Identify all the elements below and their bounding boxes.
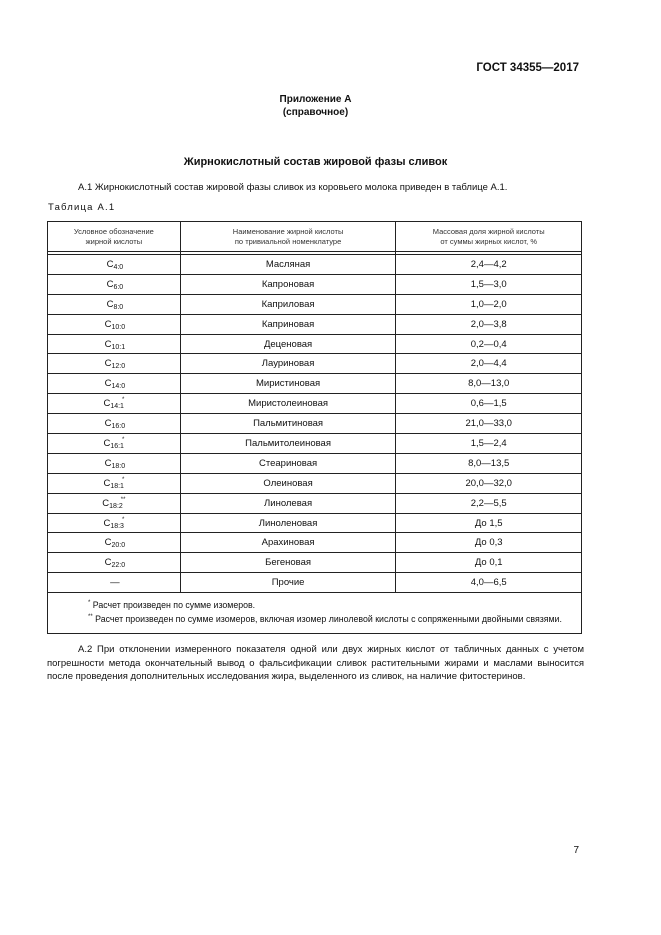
cell-value: До 0,3 [396, 533, 582, 553]
table-header-row [48, 222, 582, 252]
cell-code [48, 314, 181, 334]
code-letter: C [104, 537, 112, 549]
code-subscript: 10:0 [111, 323, 126, 331]
code-footnote-mark: * [121, 516, 125, 523]
cell-name: Линолевая [180, 493, 396, 513]
cell-name: Прочие [180, 573, 396, 593]
table-row [48, 274, 582, 294]
code-subscript: 18:1 [110, 482, 124, 490]
note-1-text: Расчет произведен по сумме изомеров. [90, 600, 256, 611]
paragraph-a1: А.1 Жирнокислотный состав жировой фазы сливок из коровьего молока приведен в таблице А.1. [78, 182, 508, 193]
cell-name: Пальмитиновая [180, 414, 396, 434]
appendix-heading [0, 93, 631, 119]
cell-code [48, 374, 181, 394]
table-row [48, 553, 582, 573]
cell-name: Линоленовая [180, 513, 396, 533]
cell-value: 1,5—2,4 [396, 434, 582, 454]
header-name-line1: Наименование жирной кислоты [232, 226, 344, 236]
cell-code [48, 473, 181, 493]
cell-code [48, 334, 181, 354]
header-code-line1: Условное обозначение [73, 226, 154, 236]
cell-value: 0,2—0,4 [396, 334, 582, 354]
cell-value: 8,0—13,5 [396, 453, 582, 473]
table-row [48, 255, 582, 275]
code-letter: C [103, 437, 111, 449]
table-row [48, 453, 582, 473]
code-subscript: 10:1 [111, 343, 126, 351]
table-notes [48, 593, 582, 634]
cell-code [48, 354, 181, 374]
table-notes-row [48, 593, 582, 634]
table-row [48, 334, 582, 354]
document-code: ГОСТ 34355—2017 [476, 62, 579, 74]
cell-name: Олеиновая [180, 473, 396, 493]
code-footnote-mark: * [121, 476, 125, 483]
table-row [48, 473, 582, 493]
code-footnote-mark: ** [120, 496, 126, 503]
table-row [48, 294, 582, 314]
code-letter: C [106, 278, 114, 290]
note-2-mark: ** [88, 614, 93, 621]
cell-code [48, 453, 181, 473]
cell-value: 2,4—4,2 [396, 255, 582, 275]
header-code [48, 222, 181, 252]
code-subscript: 18:0 [111, 462, 126, 470]
fatty-acid-table [47, 221, 582, 634]
cell-name: Каприновая [180, 314, 396, 334]
cell-name: Каприловая [180, 294, 396, 314]
code-letter: C [104, 457, 112, 469]
cell-code [48, 274, 181, 294]
table-row [48, 374, 582, 394]
table-row [48, 394, 582, 414]
code-letter: C [103, 517, 111, 529]
code-letter: C [104, 378, 112, 390]
section-title: Жирнокислотный состав жировой фазы сливок [183, 156, 448, 168]
code-footnote-mark: * [121, 397, 125, 404]
cell-name: Лауриновая [180, 354, 396, 374]
code-subscript: 16:1 [110, 442, 124, 450]
header-value-line1: Массовая доля жирной кислоты [432, 226, 545, 236]
code-subscript: 18:2 [109, 502, 123, 510]
cell-value: 2,2—5,5 [396, 493, 582, 513]
cell-code [48, 255, 181, 275]
cell-code [48, 553, 181, 573]
cell-name: Стеариновая [180, 453, 396, 473]
cell-name: Масляная [180, 255, 396, 275]
cell-name: Миристиновая [180, 374, 396, 394]
table-row [48, 573, 582, 593]
table-body [48, 255, 582, 634]
note-1-mark: * [88, 600, 91, 607]
code-subscript: 18:3 [110, 522, 124, 530]
table-row [48, 314, 582, 334]
cell-value: 2,0—3,8 [396, 314, 582, 334]
note-1 [54, 599, 577, 613]
code-subscript: 14:0 [111, 383, 126, 391]
code-subscript: 8:0 [113, 303, 124, 311]
cell-value: 2,0—4,4 [396, 354, 582, 374]
code-letter: C [104, 418, 112, 430]
cell-value: 20,0—32,0 [396, 473, 582, 493]
code-subscript: 4:0 [113, 263, 124, 271]
paragraph-a2: А.2 При отклонении измеренного показателя одной или двух жирных кислот от табличных данных с учетом погрешности метода окончательный вывод о фальсификации сливок растительными жирами и маслами выносится после проведения дополнительных исследования жира, выделенного из сливок, на наличие фитостеринов. [47, 644, 584, 682]
table-row [48, 493, 582, 513]
code-letter: C [104, 318, 112, 330]
cell-code [48, 414, 181, 434]
cell-value: 4,0—6,5 [396, 573, 582, 593]
code-letter: C [103, 398, 111, 410]
appendix-subtitle: (справочное) [282, 107, 349, 118]
cell-code [48, 573, 181, 593]
table-row [48, 513, 582, 533]
cell-value: До 1,5 [396, 513, 582, 533]
cell-value: 1,5—3,0 [396, 274, 582, 294]
note-2-text: Расчет произведен по сумме изомеров, включая изомер линолевой кислоты с сопряженными двойными связями. [92, 614, 562, 625]
code-subscript: 12:0 [111, 363, 126, 371]
cell-value: 21,0—33,0 [396, 414, 582, 434]
cell-value: До 0,1 [396, 553, 582, 573]
header-value-line2: от суммы жирных кислот, % [440, 236, 537, 246]
appendix-title: Приложение А [279, 94, 352, 105]
code-subscript: 14:1 [110, 403, 124, 411]
page-number: 7 [573, 845, 579, 856]
code-letter: C [106, 258, 114, 270]
cell-name: Миристолеиновая [180, 394, 396, 414]
header-name-line2: по тривиальной номенклатуре [234, 236, 342, 246]
cell-name: Арахиновая [180, 533, 396, 553]
code-letter: C [106, 298, 114, 310]
cell-name: Пальмитолеиновая [180, 434, 396, 454]
code-footnote-mark: * [121, 436, 125, 443]
cell-code [48, 533, 181, 553]
header-code-line2: жирной кислоты [85, 236, 143, 246]
cell-value: 1,0—2,0 [396, 294, 582, 314]
cell-code [48, 294, 181, 314]
table-row [48, 533, 582, 553]
code-subscript: 6:0 [113, 283, 124, 291]
code-letter: C [103, 477, 111, 489]
cell-code [48, 434, 181, 454]
table-caption: Таблица А.1 [48, 202, 116, 213]
header-value [396, 222, 582, 252]
table-row [48, 354, 582, 374]
code-letter: C [104, 338, 112, 350]
code-subscript: 22:0 [111, 562, 126, 570]
code-subscript: 16:0 [111, 423, 126, 431]
code-letter: — [110, 577, 120, 589]
cell-value: 8,0—13,0 [396, 374, 582, 394]
cell-name: Капроновая [180, 274, 396, 294]
table-row [48, 434, 582, 454]
note-2 [54, 613, 577, 627]
cell-code [48, 394, 181, 414]
cell-name: Бегеновая [180, 553, 396, 573]
code-letter: C [104, 358, 112, 370]
header-name [180, 222, 396, 252]
cell-code [48, 493, 181, 513]
code-letter: C [102, 497, 110, 509]
code-letter: C [104, 557, 112, 569]
cell-value: 0,6—1,5 [396, 394, 582, 414]
cell-name: Деценовая [180, 334, 396, 354]
code-subscript: 20:0 [111, 542, 126, 550]
table-row [48, 414, 582, 434]
cell-code [48, 513, 181, 533]
